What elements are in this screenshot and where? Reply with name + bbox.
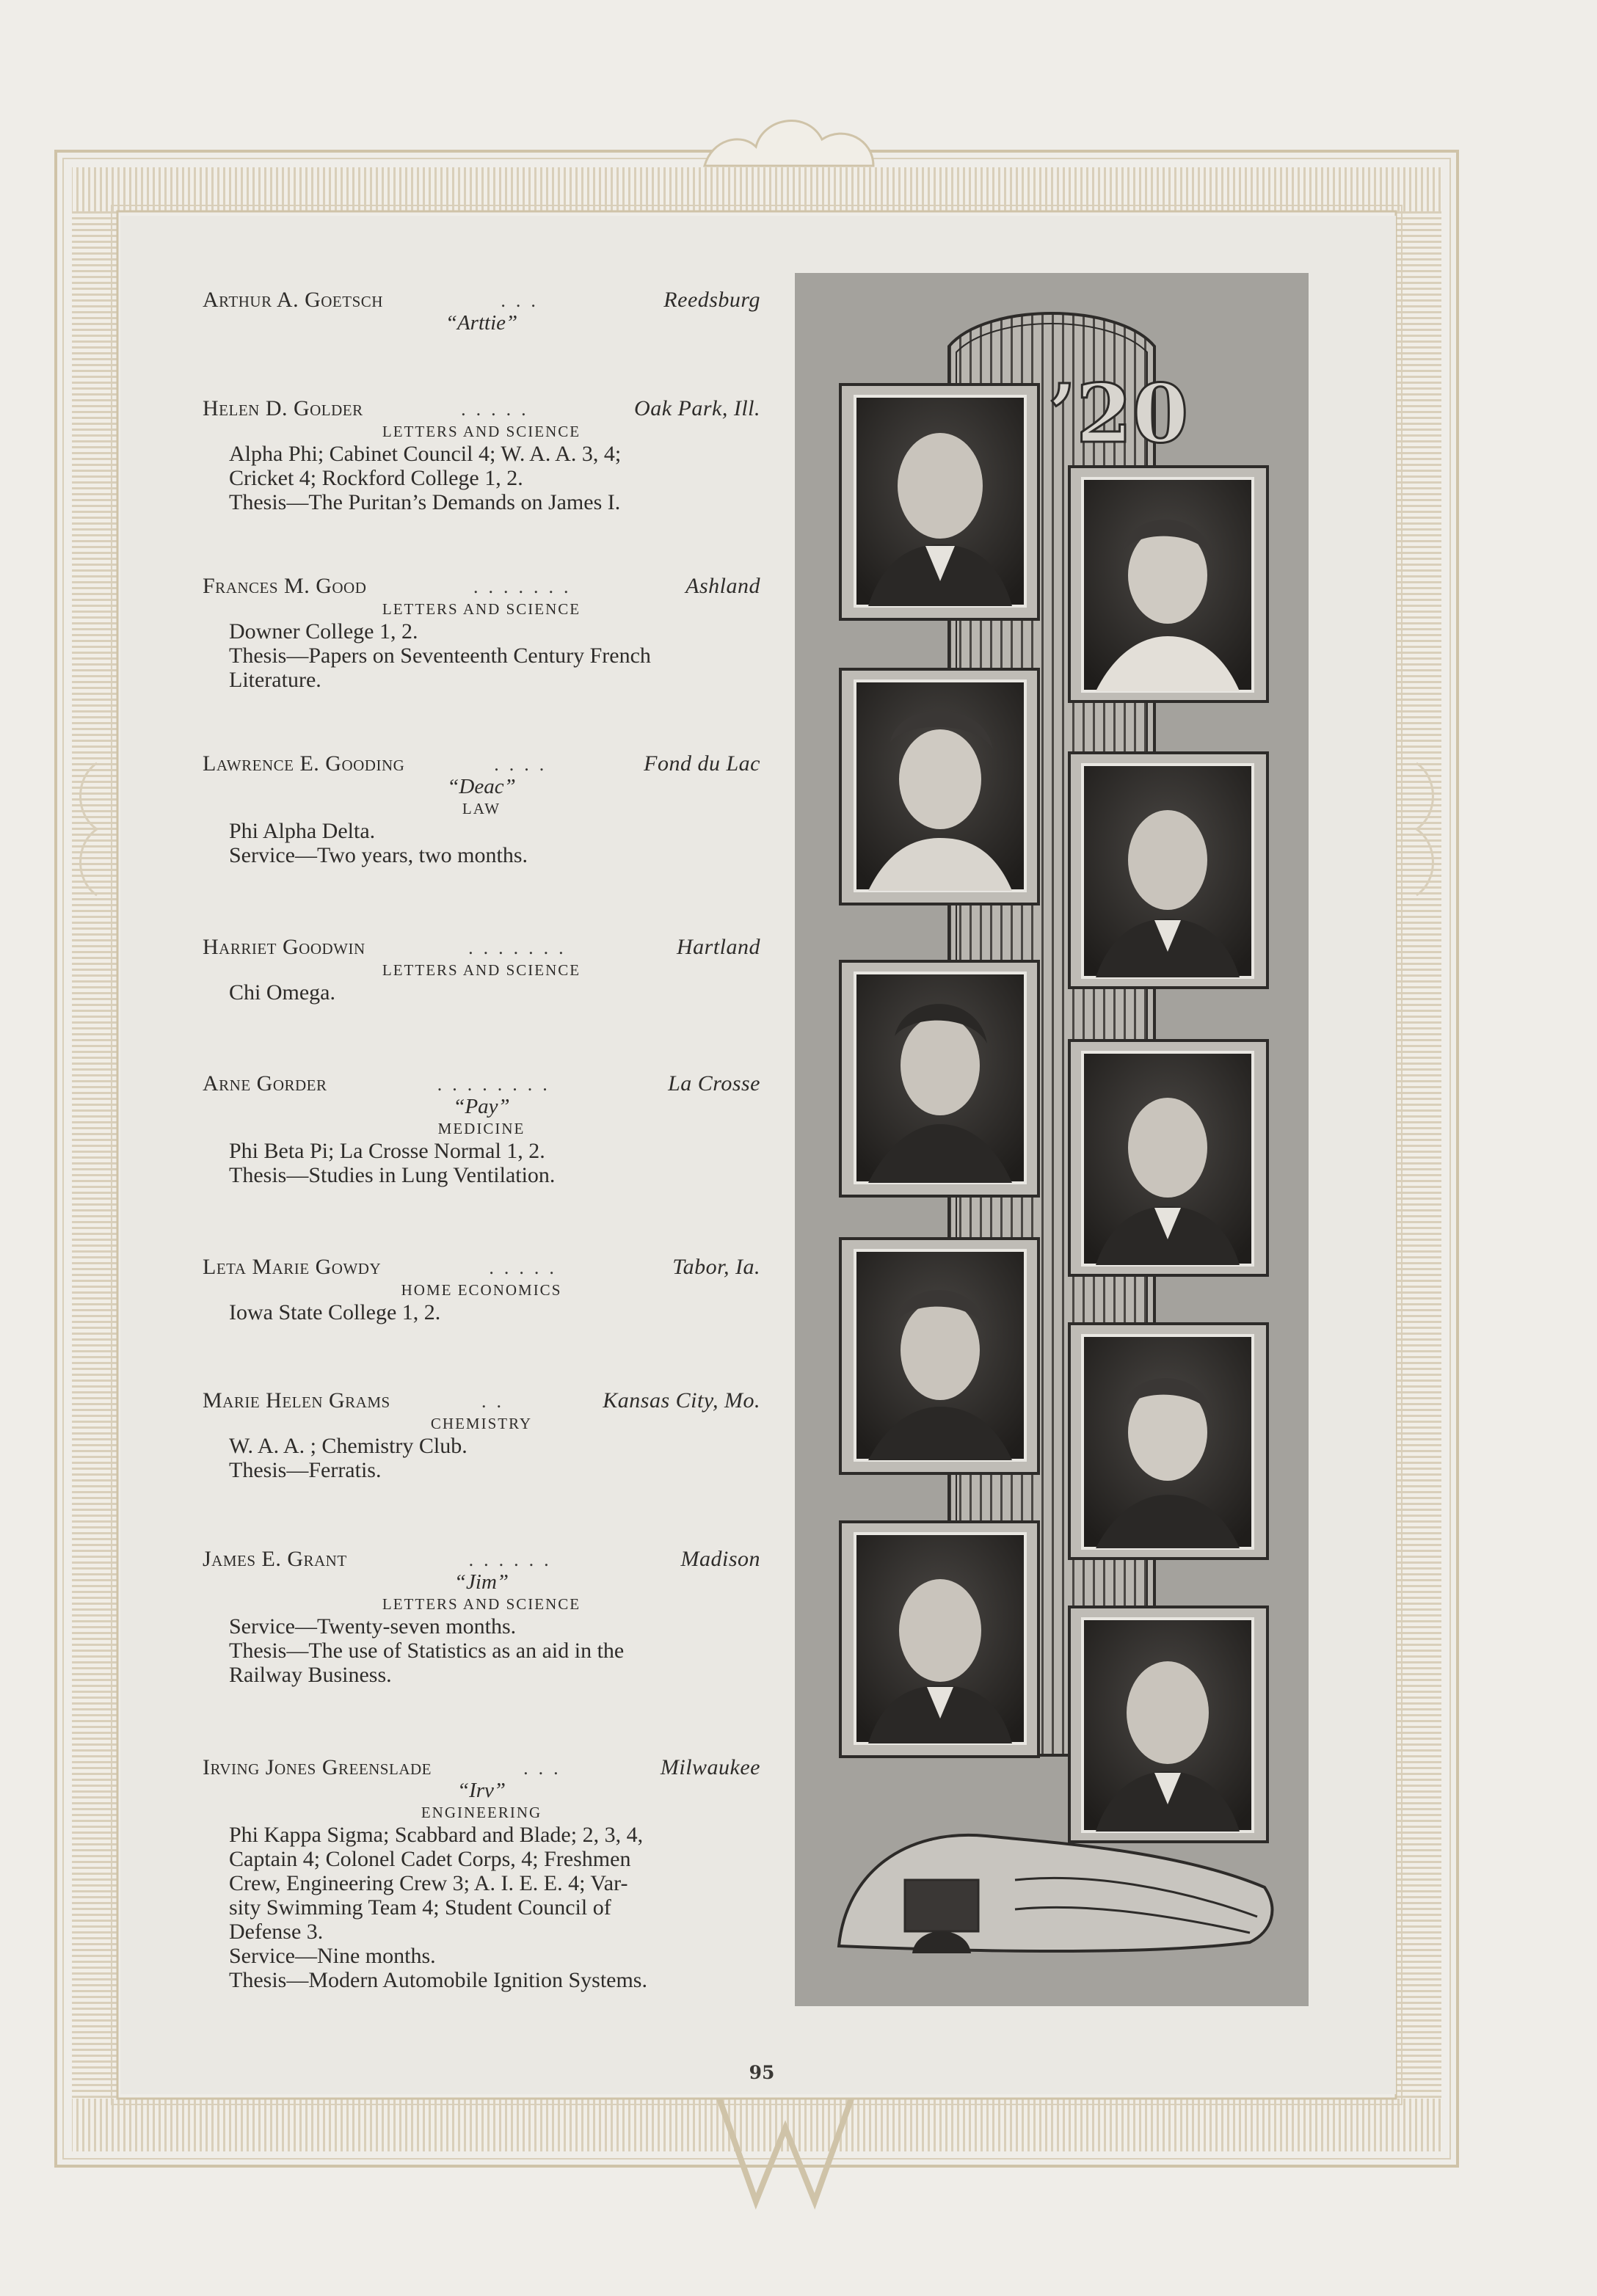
entry-department: LAW — [462, 800, 501, 817]
leader-dots: ..... — [489, 1257, 564, 1278]
detail-line: Railway Business. — [229, 1663, 392, 1687]
entry-department: LETTERS AND SCIENCE — [382, 961, 581, 979]
portrait-greenslade — [1069, 1607, 1267, 1842]
entry-town: Reedsburg — [663, 288, 760, 312]
detail-line: Chi Omega. — [229, 980, 335, 1005]
entry-nickname: “Arttie” — [445, 311, 518, 335]
leader-dots: ........ — [437, 1074, 558, 1095]
detail-line: Thesis—Ferratis. — [229, 1458, 382, 1482]
detail-line: Alpha Phi; Cabinet Council 4; W. A. A. 3, 4; — [229, 442, 622, 466]
entry-details — [203, 1434, 760, 1482]
detail-line: Captain 4; Colonel Cadet Corps, 4; Freshmen — [229, 1847, 631, 1871]
leader-dots: ... — [523, 1757, 569, 1779]
portrait-grams — [1069, 1324, 1267, 1559]
entry-gowdy — [203, 1255, 760, 1324]
entry-details — [203, 1139, 760, 1187]
page-number: 95 — [749, 2062, 775, 2083]
detail-line: Thesis—Modern Automobile Ignition Systems. — [229, 1968, 647, 1992]
entry-name: James E. Grant — [203, 1547, 347, 1571]
leader-dots: ..... — [461, 398, 536, 420]
detail-line: Downer College 1, 2. — [229, 619, 418, 644]
entry-town: Hartland — [676, 935, 760, 959]
entry-good — [203, 574, 760, 692]
leader-dots: ....... — [468, 937, 574, 958]
entry-name: Lawrence E. Gooding — [203, 751, 405, 776]
portrait-golder — [1069, 467, 1267, 701]
portrait-gowdy — [840, 1239, 1038, 1473]
leader-dots: ...... — [468, 1549, 559, 1570]
entry-goetsch — [203, 288, 760, 335]
entry-town: Tabor, Ia. — [672, 1255, 760, 1279]
entry-nickname: “Deac” — [447, 775, 516, 798]
entry-gorder — [203, 1071, 760, 1187]
entry-details — [203, 1823, 760, 1992]
detail-line: Phi Alpha Delta. — [229, 819, 376, 843]
entry-town: Kansas City, Mo. — [603, 1388, 760, 1413]
detail-line: Thesis—Papers on Seventeenth Century French — [229, 644, 651, 668]
entry-details — [203, 819, 760, 867]
entry-gooding — [203, 751, 760, 867]
detail-line: W. A. A. ; Chemistry Club. — [229, 1434, 468, 1458]
entry-goodwin — [203, 935, 760, 1005]
portrait-goetsch — [840, 385, 1038, 619]
leader-dots: ....... — [473, 576, 579, 597]
entry-details — [203, 442, 760, 514]
entry-details — [203, 619, 760, 692]
entry-department: HOME ECONOMICS — [401, 1281, 562, 1299]
portrait-gorder — [1069, 1041, 1267, 1275]
entry-name: Frances M. Good — [203, 574, 367, 598]
entry-name: Helen D. Golder — [203, 396, 363, 420]
entry-name: Harriet Goodwin — [203, 935, 365, 959]
portrait-gooding — [1069, 753, 1267, 988]
detail-line: Phi Kappa Sigma; Scabbard and Blade; 2, 3, 4, — [229, 1823, 644, 1847]
entry-details — [203, 1300, 760, 1324]
detail-line: Phi Beta Pi; La Crosse Normal 1, 2. — [229, 1139, 545, 1163]
entry-nickname: “Irv” — [456, 1779, 506, 1802]
entry-department: CHEMISTRY — [430, 1415, 533, 1432]
detail-line: Thesis—The Puritan’s Demands on James I. — [229, 490, 621, 514]
entry-name: Arthur A. Goetsch — [203, 288, 383, 312]
entry-department: ENGINEERING — [421, 1804, 542, 1821]
entry-department: LETTERS AND SCIENCE — [382, 1595, 581, 1613]
detail-line: Cricket 4; Rockford College 1, 2. — [229, 466, 523, 490]
photo-panel-art — [795, 273, 1309, 2006]
entry-name: Arne Gorder — [203, 1071, 327, 1096]
portrait-goodwin — [840, 961, 1038, 1196]
torch-ornament — [839, 1835, 1272, 1953]
detail-line: Defense 3. — [229, 1920, 324, 1944]
entry-department: LETTERS AND SCIENCE — [382, 600, 581, 618]
entry-nickname: “Jim” — [454, 1570, 509, 1594]
entry-town: La Crosse — [668, 1071, 760, 1096]
portrait-good — [840, 669, 1038, 904]
leader-dots: .... — [494, 754, 555, 775]
detail-line: Thesis—The use of Statistics as an aid in the — [229, 1639, 625, 1663]
entry-name: Marie Helen Grams — [203, 1388, 390, 1413]
year-20: ’20 — [1048, 366, 1189, 461]
detail-line: Literature. — [229, 668, 321, 692]
entry-department: LETTERS AND SCIENCE — [382, 423, 581, 440]
entry-department: MEDICINE — [437, 1120, 525, 1137]
entry-details — [203, 980, 760, 1005]
entry-greenslade — [203, 1755, 760, 1992]
entry-golder — [203, 396, 760, 514]
entry-town: Oak Park, Ill. — [634, 396, 760, 420]
leader-dots: .. — [481, 1391, 512, 1412]
entry-town: Madison — [680, 1547, 760, 1571]
portrait-grant — [840, 1522, 1038, 1757]
detail-line: Service—Twenty-seven months. — [229, 1614, 517, 1639]
detail-line: sity Swimming Team 4; Student Council of — [229, 1895, 611, 1920]
detail-line: Service—Nine months. — [229, 1944, 436, 1968]
detail-line: Thesis—Studies in Lung Ventilation. — [229, 1163, 556, 1187]
entry-grant — [203, 1547, 760, 1687]
leader-dots: ... — [501, 290, 546, 311]
photo-panel — [795, 273, 1309, 2006]
entry-town: Ashland — [685, 574, 760, 598]
entry-name: Irving Jones Greenslade — [203, 1755, 432, 1779]
entry-town: Fond du Lac — [644, 751, 760, 776]
entry-details — [203, 1614, 760, 1687]
entry-name: Leta Marie Gowdy — [203, 1255, 382, 1279]
entry-grams — [203, 1388, 760, 1482]
detail-line: Service—Two years, two months. — [229, 843, 528, 867]
detail-line: Iowa State College 1, 2. — [229, 1300, 441, 1324]
detail-line: Crew, Engineering Crew 3; A. I. E. E. 4; Var- — [229, 1871, 628, 1895]
entry-nickname: “Pay” — [453, 1095, 510, 1118]
entry-town: Milwaukee — [660, 1755, 760, 1779]
